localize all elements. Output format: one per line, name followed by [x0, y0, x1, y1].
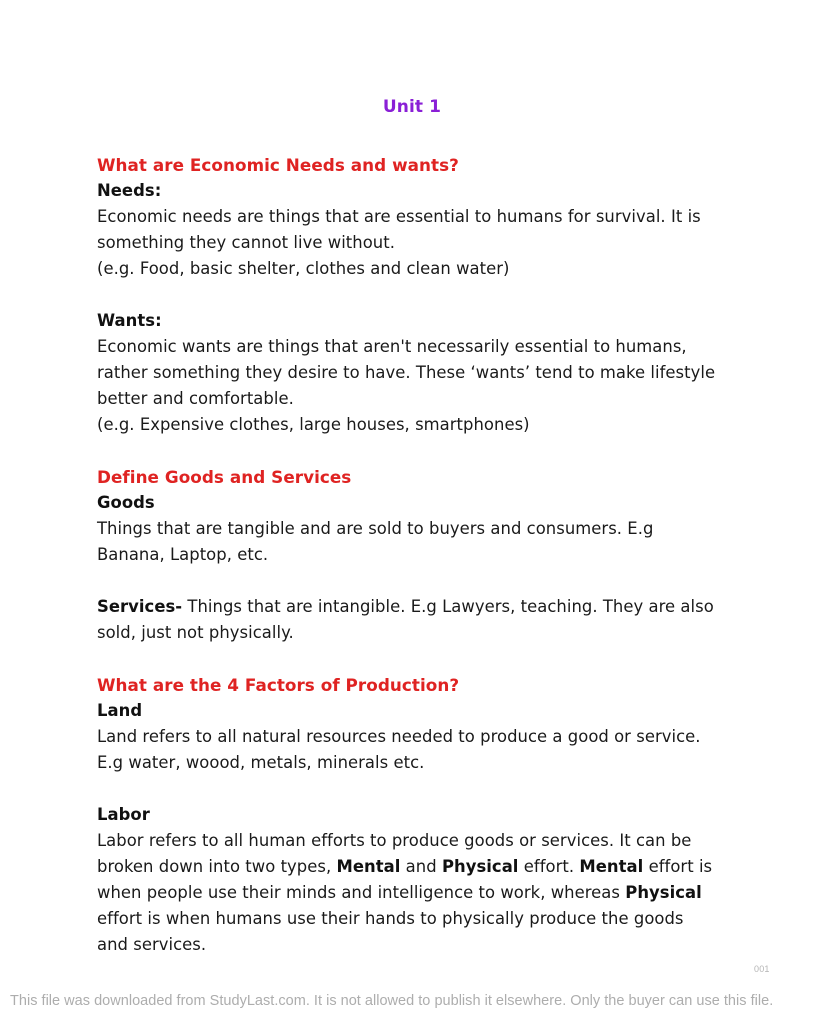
goods-line-2: Banana, Laptop, etc.	[97, 545, 269, 564]
labor-line-1: Labor refers to all human efforts to produce goods or services. It can be	[97, 831, 692, 850]
land-line-2: E.g water, woood, metals, minerals etc.	[97, 753, 425, 772]
section-economic-needs-and-wants	[97, 152, 731, 438]
subheading-labor: Labor	[97, 805, 150, 824]
footer-watermark-note: This file was downloaded from StudyLast.com. It is not allowed to publish it elsewhere. Only the buyer can use this file.	[10, 993, 774, 1009]
labor-line-3-text: when people use their minds and intelligence to work, whereas	[97, 883, 626, 902]
section-factors-of-production	[97, 672, 731, 958]
wants-line-1: Economic wants are things that aren't necessarily essential to humans,	[97, 337, 687, 356]
land-line-1: Land refers to all natural resources needed to produce a good or service.	[97, 727, 701, 746]
labor-line-2-text-b: and	[400, 857, 442, 876]
wants-line-3: better and comfortable.	[97, 389, 294, 408]
document-body	[97, 152, 731, 958]
labor-physical-bold-2: Physical	[625, 883, 702, 902]
subheading-wants: Wants:	[97, 311, 162, 330]
section-spacer-1	[97, 438, 731, 464]
needs-line-1: Economic needs are things that are essential to humans for survival. It is	[97, 207, 701, 226]
section-heading: What are Economic Needs and wants?	[97, 155, 459, 175]
labor-mental-bold-2: Mental	[579, 857, 644, 876]
section-goods-and-services	[97, 464, 731, 646]
labor-physical-bold-1: Physical	[441, 857, 519, 876]
subheading-goods: Goods	[97, 493, 155, 512]
paragraph-spacer	[97, 282, 731, 308]
labor-line-2-text-c: effort.	[518, 857, 580, 876]
labor-line-2-text-a: broken down into two types,	[97, 857, 337, 876]
services-line-2: sold, just not physically.	[97, 623, 294, 642]
section-heading: What are the 4 Factors of Production?	[97, 675, 460, 695]
section-spacer-2	[97, 646, 731, 672]
needs-example-line: (e.g. Food, basic shelter, clothes and clean water)	[97, 259, 510, 278]
labor-line-2	[97, 854, 731, 880]
page-number: 001	[754, 964, 770, 974]
labor-mental-bold-1: Mental	[336, 857, 401, 876]
goods-line-1: Things that are tangible and are sold to buyers and consumers. E.g	[97, 519, 654, 538]
labor-line-5: and services.	[97, 935, 207, 954]
section-heading: Define Goods and Services	[97, 467, 352, 487]
paragraph-spacer	[97, 568, 731, 594]
wants-example-line: (e.g. Expensive clothes, large houses, smartphones)	[97, 415, 530, 434]
labor-line-4: effort is when humans use their hands to physically produce the goods	[97, 909, 684, 928]
labor-line-3	[97, 880, 731, 906]
wants-line-2: rather something they desire to have. These ‘wants’ tend to make lifestyle	[97, 363, 716, 382]
page-title: Unit 1	[382, 97, 442, 117]
paragraph-spacer	[97, 776, 731, 802]
subheading-land: Land	[97, 701, 143, 720]
subheading-needs: Needs:	[97, 181, 162, 200]
labor-line-2-text-d: effort is	[643, 857, 713, 876]
services-text: Things that are intangible. E.g Lawyers, teaching. They are also	[182, 597, 714, 616]
services-label: Services-	[97, 597, 183, 616]
needs-line-2: something they cannot live without.	[97, 233, 395, 252]
services-line-1	[97, 594, 731, 620]
